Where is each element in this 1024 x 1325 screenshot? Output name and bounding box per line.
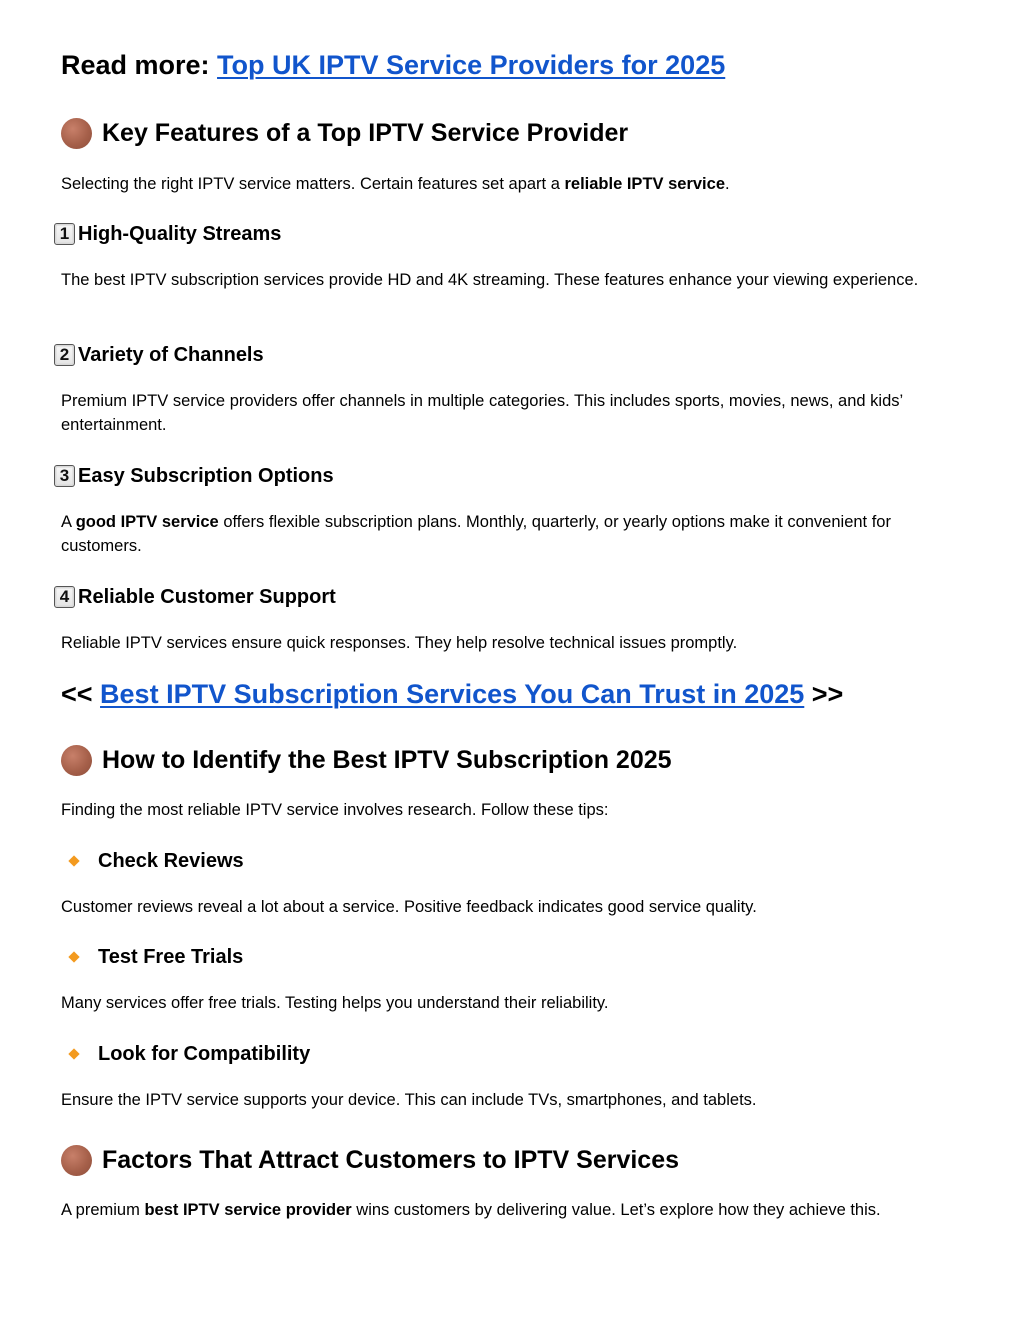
section-heading-factors (61, 1144, 971, 1176)
section-intro: Finding the most reliable IPTV service involves research. Follow these tips: (61, 801, 609, 819)
bold-term: reliable IPTV service (564, 175, 725, 193)
keycap-number-icon: 4 (54, 586, 75, 608)
read-more-link[interactable]: Top UK IPTV Service Providers for 2025 (217, 50, 726, 80)
tip-text-1: Customer reviews reveal a lot about a service. Positive feedback indicates good service quality. (61, 898, 757, 916)
keycap-number-icon: 1 (54, 223, 75, 245)
feature-title: High-Quality Streams (78, 223, 282, 245)
tip-title: Look for Compatibility (98, 1043, 311, 1065)
orange-diamond-icon (68, 855, 79, 866)
promo-right-arrows: >> (804, 679, 844, 709)
section-intro: A premium best IPTV service provider wins customers by delivering value. Let’s explore how they achieve this. (61, 1201, 881, 1219)
feature-text-1: The best IPTV subscription services provide HD and 4K streaming. These features enhance your viewing experience. (61, 271, 919, 289)
brown-circle-icon (61, 118, 92, 149)
feature-heading-1 (61, 221, 971, 247)
feature-text-3: A good IPTV service offers flexible subscription plans. Monthly, quarterly, or yearly options make it convenient for customers. (61, 513, 891, 555)
orange-diamond-icon (68, 1048, 79, 1059)
feature-heading-2 (61, 342, 971, 368)
feature-text-4: Reliable IPTV services ensure quick responses. They help resolve technical issues promptly. (61, 634, 738, 652)
tip-heading-1 (61, 848, 971, 874)
bold-term: best IPTV service provider (144, 1201, 352, 1219)
section-title: Factors That Attract Customers to IPTV Services (102, 1146, 680, 1174)
keycap-number-icon: 3 (54, 465, 75, 487)
read-more-prefix: Read more: (61, 50, 218, 80)
tip-heading-3 (61, 1041, 971, 1067)
section-title: Key Features of a Top IPTV Service Provider (102, 119, 629, 147)
promo-left-arrows: << (61, 679, 101, 709)
brown-circle-icon (61, 1145, 92, 1176)
feature-heading-3 (61, 463, 971, 489)
feature-title: Easy Subscription Options (78, 465, 334, 487)
feature-title: Reliable Customer Support (78, 586, 336, 608)
keycap-number-icon: 2 (54, 344, 75, 366)
brown-circle-icon (61, 745, 92, 776)
section-heading-identify (61, 744, 971, 776)
promo-link-line (61, 677, 971, 711)
promo-link[interactable]: Best IPTV Subscription Services You Can Trust in 2025 (100, 679, 805, 709)
section-intro: Selecting the right IPTV service matters. Certain features set apart a reliable IPTV service. (61, 175, 730, 193)
orange-diamond-icon (68, 951, 79, 962)
feature-title: Variety of Channels (78, 344, 264, 366)
section-heading-key-features (61, 117, 971, 149)
tip-title: Test Free Trials (98, 946, 244, 968)
feature-heading-4 (61, 584, 971, 610)
tip-heading-2 (61, 944, 971, 970)
bold-term: good IPTV service (75, 513, 219, 531)
feature-text-2: Premium IPTV service providers offer channels in multiple categories. This includes sports, movies, news, and kids’ entertainment. (61, 392, 903, 434)
section-title: How to Identify the Best IPTV Subscription 2025 (102, 746, 672, 774)
tip-title: Check Reviews (98, 850, 244, 872)
tip-text-2: Many services offer free trials. Testing helps you understand their reliability. (61, 994, 609, 1012)
tip-text-3: Ensure the IPTV service supports your device. This can include TVs, smartphones, and tablets. (61, 1091, 757, 1109)
read-more-heading (61, 48, 971, 82)
